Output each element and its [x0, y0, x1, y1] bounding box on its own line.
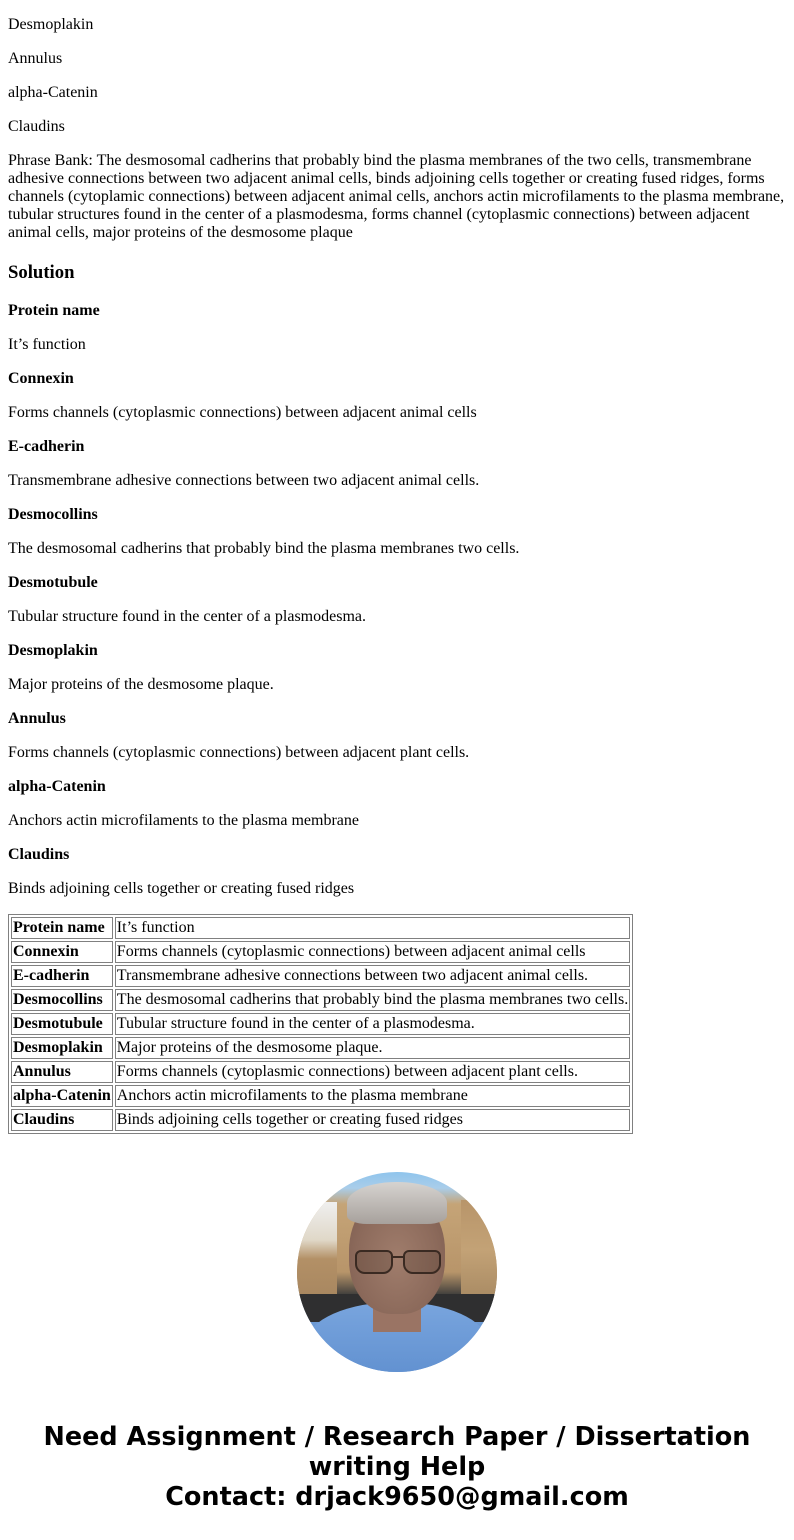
glasses-icon [355, 1250, 393, 1274]
protein-name: Desmoplakin [8, 642, 98, 659]
solution-heading: Solution [8, 262, 75, 283]
table-header-name: Protein name [11, 917, 113, 939]
solution-table [8, 914, 633, 1134]
protein-function: Transmembrane adhesive connections between two adjacent animal cells. [8, 472, 480, 489]
table-cell-function: Anchors actin microfilaments to the plasma membrane [115, 1085, 630, 1107]
protein-function: Major proteins of the desmosome plaque. [8, 676, 274, 693]
table-row [11, 941, 630, 963]
protein-name: E-cadherin [8, 438, 85, 455]
document-body [0, 16, 794, 1134]
table-cell-name: Desmoplakin [11, 1037, 113, 1059]
protein-function: Anchors actin microfilaments to the plasma membrane [8, 812, 359, 829]
table-cell-function: Transmembrane adhesive connections between two adjacent animal cells. [115, 965, 630, 987]
protein-name: Desmocollins [8, 506, 98, 523]
table-cell-function: Major proteins of the desmosome plaque. [115, 1037, 630, 1059]
question-item: Desmoplakin [8, 16, 94, 33]
table-row [11, 1109, 630, 1131]
table-cell-name: alpha-Catenin [11, 1085, 113, 1107]
table-cell-function: Forms channels (cytoplasmic connections) between adjacent animal cells [115, 941, 630, 963]
table-header-row [11, 917, 630, 939]
table-row [11, 965, 630, 987]
avatar-container [0, 1172, 794, 1372]
table-cell-function: Binds adjoining cells together or creating fused ridges [115, 1109, 630, 1131]
question-item: Annulus [8, 50, 63, 67]
banner-contact: Contact: drjack9650@gmail.com [165, 1482, 629, 1512]
table-row [11, 989, 630, 1011]
protein-function: Tubular structure found in the center of a plasmodesma. [8, 608, 366, 625]
table-cell-function: The desmosomal cadherins that probably bind the plasma membranes two cells. [115, 989, 630, 1011]
table-row [11, 1061, 630, 1083]
solution-header-name: Protein name [8, 302, 100, 319]
table-cell-name: Annulus [11, 1061, 113, 1083]
table-cell-function: Forms channels (cytoplasmic connections) between adjacent plant cells. [115, 1061, 630, 1083]
table-row [11, 1085, 630, 1107]
protein-function: Forms channels (cytoplasmic connections) between adjacent plant cells. [8, 744, 470, 761]
protein-name: Annulus [8, 710, 66, 727]
protein-name: alpha-Catenin [8, 778, 106, 795]
table-header-function: It’s function [115, 917, 630, 939]
banner-line-1: Need Assignment / Research Paper / Dissertation [43, 1422, 751, 1452]
protein-function: Forms channels (cytoplasmic connections) between adjacent animal cells [8, 404, 477, 421]
table-cell-name: Connexin [11, 941, 113, 963]
question-item: Claudins [8, 118, 65, 135]
table-cell-name: E-cadherin [11, 965, 113, 987]
table-cell-name: Desmocollins [11, 989, 113, 1011]
table-row [11, 1013, 630, 1035]
table-cell-name: Desmotubule [11, 1013, 113, 1035]
phrase-bank: Phrase Bank: The desmosomal cadherins that probably bind the plasma membranes of the two cells, transmembrane adhesive connections between two adjacent animal cells, binds adjoining cells together or creating fused ridges, forms channels (cytoplamic connections) between adjacent animal cells, anchors actin microfilaments to the plasma membrane, tubular structures found in the center of a plasmodesma, forms channel (cytoplasmic connections) between adjacent animal cells, major proteins of the desmosome plaque [8, 152, 785, 241]
author-avatar [297, 1172, 497, 1372]
protein-name: Claudins [8, 846, 70, 863]
question-item: alpha-Catenin [8, 84, 98, 101]
table-cell-function: Tubular structure found in the center of a plasmodesma. [115, 1013, 630, 1035]
solution-header-function: It’s function [8, 336, 86, 353]
table-cell-name: Claudins [11, 1109, 113, 1131]
protein-name: Desmotubule [8, 574, 98, 591]
contact-banner [0, 1422, 794, 1540]
protein-name: Connexin [8, 370, 74, 387]
table-row [11, 1037, 630, 1059]
banner-line-2: writing Help [308, 1452, 486, 1482]
protein-function: Binds adjoining cells together or creating fused ridges [8, 880, 355, 897]
protein-function: The desmosomal cadherins that probably bind the plasma membranes two cells. [8, 540, 520, 557]
